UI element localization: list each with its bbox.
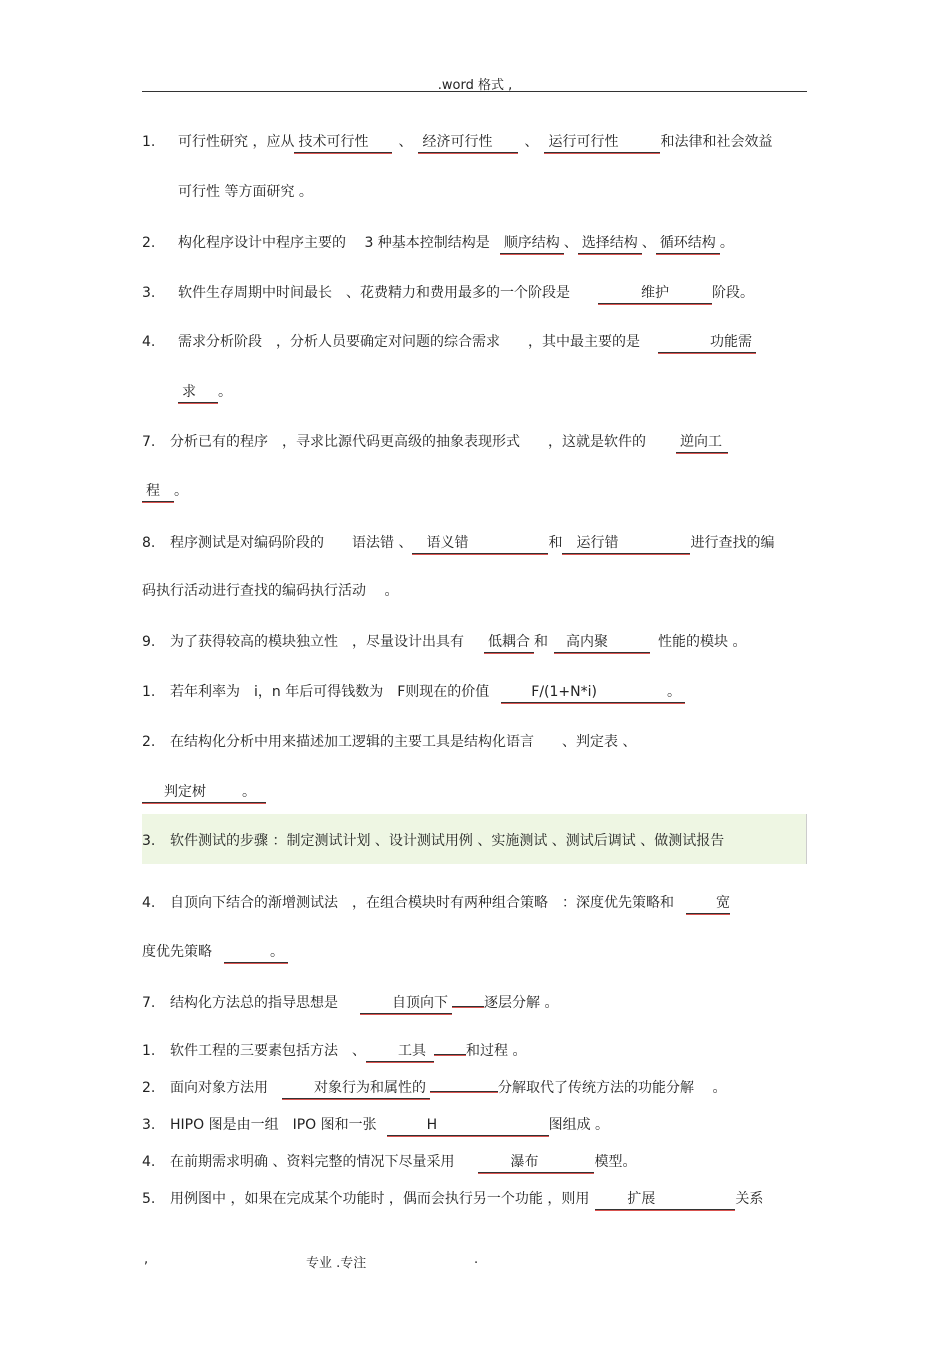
answer-blank: 。 (238, 782, 266, 803)
answer-blank: 对象行为和属性的 (282, 1078, 430, 1099)
q-number: 3. (142, 1117, 156, 1133)
q-text: 自顶向下结合的渐增测试法 ，在组合模块时有两种组合策略 ：深度优先策略和 (170, 895, 674, 911)
q-text: 。 (174, 483, 188, 499)
q-number: 4. (142, 1154, 156, 1170)
answer-blank: 经济可行性 (418, 132, 518, 153)
separator: 和 (548, 535, 563, 551)
q-text: 逐层分解 。 (484, 995, 559, 1011)
q-number: 9. (142, 634, 156, 650)
answer-blank: 功能需 (658, 332, 756, 353)
question-line (142, 1041, 526, 1062)
q-text: 在前期需求明确 、资料完整的情况下尽量采用 (170, 1154, 455, 1170)
footer-left: , (144, 1252, 149, 1267)
question-line (142, 942, 288, 963)
q-text: 程序测试是对编码阶段的 语法错 、 (170, 535, 413, 551)
q-text: 软件测试的步骤 ：制定测试计划 、设计测试用例 、实施测试 、测试后调试 、做测试报告 (170, 833, 725, 849)
q-number: 7. (142, 995, 156, 1011)
q-text: 。 (719, 235, 734, 251)
q-text: 需求分析阶段 ，分析人员要确定对问题的综合需求 ，其中最主要的是 (178, 334, 640, 350)
answer-blank: 自顶向下 (360, 993, 452, 1014)
answer-blank: 扩展 (595, 1189, 735, 1210)
q-number: 1. (142, 1043, 156, 1059)
question-line (142, 732, 636, 752)
q-text: 结构化方法总的指导思想是 (170, 995, 338, 1011)
q-text: 性能的模块 。 (658, 634, 747, 650)
q-number: 2. (142, 734, 156, 750)
question-line (142, 1078, 726, 1099)
question-line (142, 332, 756, 353)
answer-blank (434, 1054, 466, 1055)
question-line (142, 782, 266, 803)
answer-blank: 选择结构 (578, 233, 642, 254)
q-text: 软件工程的三要素包括方法 、 (170, 1043, 366, 1059)
page-header: .word 格式 , (437, 78, 513, 93)
answer-blank: F/(1+N*i) 。 (501, 682, 685, 703)
q-number: 3. (142, 285, 156, 301)
q-text: 软件生存周期中时间最长 、花费精力和费用最多的一个阶段是 (178, 285, 570, 301)
q-number: 1. (142, 684, 156, 700)
q-text: 进行查找的编 (690, 535, 775, 551)
q-number: 1. (142, 134, 156, 150)
q-text: 度优先策略 (142, 944, 212, 960)
q-text: 和过程 。 (466, 1043, 527, 1059)
answer-blank (452, 1006, 484, 1007)
separator: 、 (641, 235, 656, 251)
q-text: 图组成 。 (548, 1117, 610, 1133)
q-text: HIPO 图是由一组 IPO 图和一张 (170, 1117, 377, 1133)
answer-blank: 维护 (598, 283, 712, 304)
q-text: 阶段。 (712, 285, 754, 301)
separator: 、 (398, 134, 413, 150)
question-line (142, 283, 754, 304)
q-text: 用例图中 ，如果在完成某个功能时 ，偶而会执行另一个功能 ，则用 (170, 1191, 590, 1207)
separator: 、 (524, 134, 539, 150)
q-number: 5. (142, 1191, 156, 1207)
question-line (142, 1189, 763, 1210)
answer-blank: 运行可行性 (544, 132, 660, 153)
q-number: 2. (142, 235, 156, 251)
q-text: 关系 (735, 1191, 764, 1207)
separator: 、 (563, 235, 578, 251)
answer-blank: 高内聚 (554, 632, 650, 653)
question-line (142, 831, 724, 851)
answer-blank: 低耦合 (484, 632, 534, 653)
question-line (142, 1152, 636, 1173)
q-number: 3. (142, 833, 156, 849)
answer-blank: 语义错 (412, 533, 548, 554)
answer-blank: 程 (142, 481, 174, 502)
q-text: 若年利率为 i，n 年后可得钱数为 F则现在的价值 (170, 684, 490, 700)
question-line (142, 993, 558, 1014)
answer-blank: 判定树 (142, 782, 238, 803)
separator: 和 (534, 634, 548, 650)
answer-blank: 瀑布 (478, 1152, 594, 1173)
question-line (142, 893, 730, 914)
question-line (142, 1115, 609, 1136)
q-text: 和法律和社会效益 (660, 134, 773, 150)
answer-blank (430, 1091, 498, 1092)
header-divider (142, 91, 807, 92)
answer-blank: H (387, 1115, 549, 1136)
q-text: 为了获得较高的模块独立性 ，尽量设计出具有 (170, 634, 464, 650)
footer-center: 专业 .专注 (306, 1256, 367, 1271)
question-line (178, 382, 232, 403)
question-line (142, 233, 734, 254)
question-line: 可行性 等方面研究 。 (178, 184, 313, 200)
q-text: 可行性研究 ，应从 (178, 134, 295, 150)
answer-blank: 求 (178, 382, 218, 403)
answer-blank: 宽 (686, 893, 730, 914)
q-text: 分解取代了传统方法的功能分解 。 (498, 1080, 727, 1096)
question-line (142, 533, 774, 554)
question-line (142, 432, 728, 453)
q-text: 构化程序设计中程序主要的 3 种基本控制结构是 (178, 235, 490, 251)
answer-blank: 运行错 (562, 533, 690, 554)
q-number: 4. (142, 895, 156, 911)
q-number: 4. (142, 334, 156, 350)
q-text: 模型。 (594, 1154, 637, 1170)
q-text: 。 (218, 384, 232, 400)
question-line (142, 132, 772, 153)
question-line (142, 632, 746, 653)
question-line (142, 682, 685, 703)
footer-right: . (474, 1252, 479, 1267)
q-number: 2. (142, 1080, 156, 1096)
answer-blank: 技术可行性 (294, 132, 392, 153)
answer-blank: 循环结构 (656, 233, 720, 254)
question-line (142, 481, 188, 502)
q-number: 8. (142, 535, 156, 551)
answer-blank: 顺序结构 (500, 233, 564, 254)
q-text: 分析已有的程序 ，寻求比源代码更高级的抽象表现形式 ，这就是软件的 (170, 434, 646, 450)
answer-blank: 。 (224, 942, 288, 963)
q-text: 在结构化分析中用来描述加工逻辑的主要工具是结构化语言 、判定表 、 (170, 734, 637, 750)
q-number: 7. (142, 434, 156, 450)
question-line: 码执行活动进行查找的编码执行活动 。 (142, 583, 399, 599)
answer-blank: 逆向工 (676, 432, 728, 453)
q-text: 面向对象方法用 (170, 1080, 268, 1096)
answer-blank: 工具 (366, 1041, 434, 1062)
